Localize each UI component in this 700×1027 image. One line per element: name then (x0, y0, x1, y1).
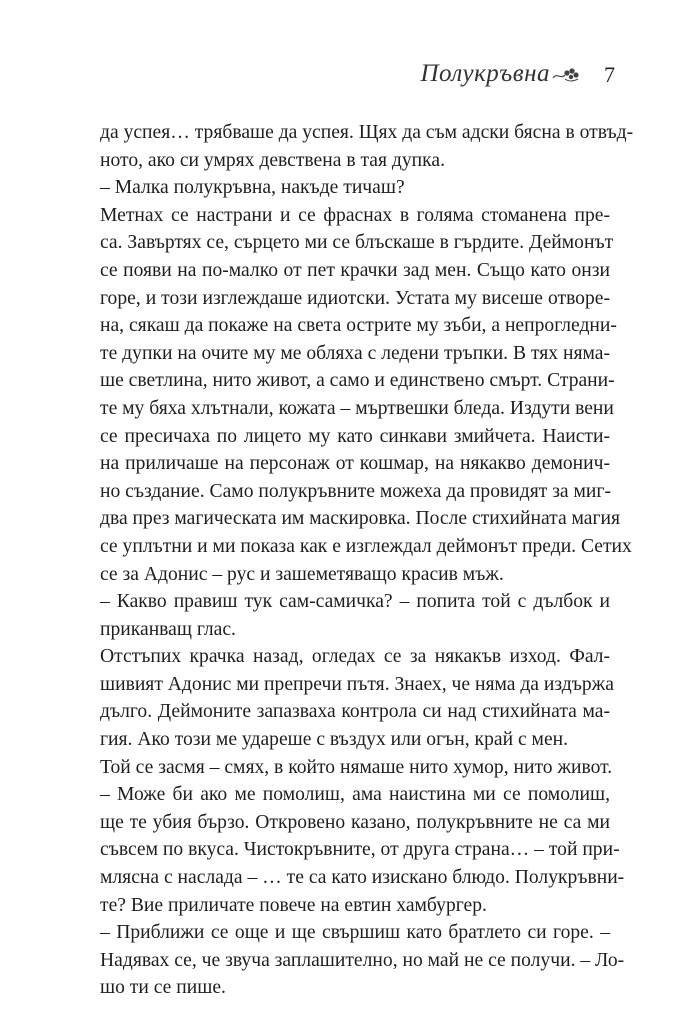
text-line: се появи на по-малко от пет крачки зад мен. Също като онзи (100, 259, 610, 281)
page-number: 7 (604, 62, 615, 87)
text-line: – Малка полукръвна, накъде тичаш? (100, 177, 405, 199)
text-line: на, сякаш да покаже на света острите му зъби, а непрогледни- (100, 315, 617, 337)
text-line: те? Вие приличате повече на евтин хамбургер. (100, 894, 487, 916)
text-line: два през магическата им маскировка. После стихийната магия (100, 508, 621, 530)
text-line: – Приближи се още и ще свършиш като братлето си горе. – (100, 922, 610, 944)
text-line: Той се засмя – смях, в който нямаше нито хумор, нито живот. (100, 756, 613, 778)
text-line: гия. Ако този ме удареше с въздух или огън, край с мен. (100, 729, 569, 751)
text-line: млясна с наслада – … те са като изискано блюдо. Полукръвни- (100, 867, 625, 889)
text-line: да успея… трябваше да успея. Щях да съм адски бясна в отвъд- (100, 122, 634, 143)
text-line: те му бяха хлътнали, кожата – мъртвешки бледа. Издути вени (100, 397, 614, 419)
text-line: шивият Адонис ми препречи пътя. Знаех, че няма да издържа (100, 673, 614, 695)
running-title: Полукръвна (420, 60, 550, 87)
text-line: се пресичаха по лицето му като синкави змийчета. Наисти- (100, 425, 610, 447)
text-line: – Какво правиш тук сам-самичка? – попита той с дълбок и (100, 591, 610, 613)
text-line: дълго. Деймоните запазваха контрола си над стихийната ма- (100, 701, 610, 723)
page-header (0, 58, 700, 98)
floral-ornament-icon (552, 66, 580, 84)
text-line: са. Завъртях се, сърцето ми се блъскаше в гърдите. Деймонът (100, 232, 614, 254)
text-line: приканващ глас. (100, 618, 236, 640)
text-line: съвсем по вкуса. Чистокръвните, от друга страна… – той при- (100, 839, 620, 861)
text-line: горе, и този изглеждаше идиотски. Устата му висеше отворе- (100, 287, 610, 309)
text-line: те дупки на очите му ме обляха с ледени тръпки. В тях няма- (100, 342, 610, 364)
text-line: Надявах се, че звуча заплашително, но май не се получи. – Ло- (100, 949, 625, 971)
text-line: се уплътни и ми показа как е изглеждал деймонът преди. Сетих (100, 535, 632, 557)
text-line: – Може би ако ме помолиш, ама наистина ми се помолиш, (100, 784, 610, 806)
text-line: ше светлина, нито живот, а само и единствено смърт. Страни- (100, 370, 615, 392)
text-line: на приличаше на персонаж от кошмар, на някакво демонич- (100, 453, 610, 475)
text-line: ното, ако си умрях девствена в тая дупка. (100, 149, 445, 171)
text-line: Метнах се настрани и се фраснах в голяма стоманена пре- (100, 204, 610, 226)
body-text (100, 119, 634, 1002)
text-line: се за Адонис – рус и зашеметяващо красив мъж. (100, 563, 504, 585)
text-line: ще те убия бързо. Откровено казано, полукръвните не са ми (100, 811, 610, 833)
text-line: Отстъпих крачка назад, огледах се за някакъв изход. Фал- (100, 646, 610, 668)
text-line: но създание. Само полукръвните можеха да провидят за миг- (100, 480, 611, 502)
text-line: шо ти се пише. (100, 977, 226, 999)
